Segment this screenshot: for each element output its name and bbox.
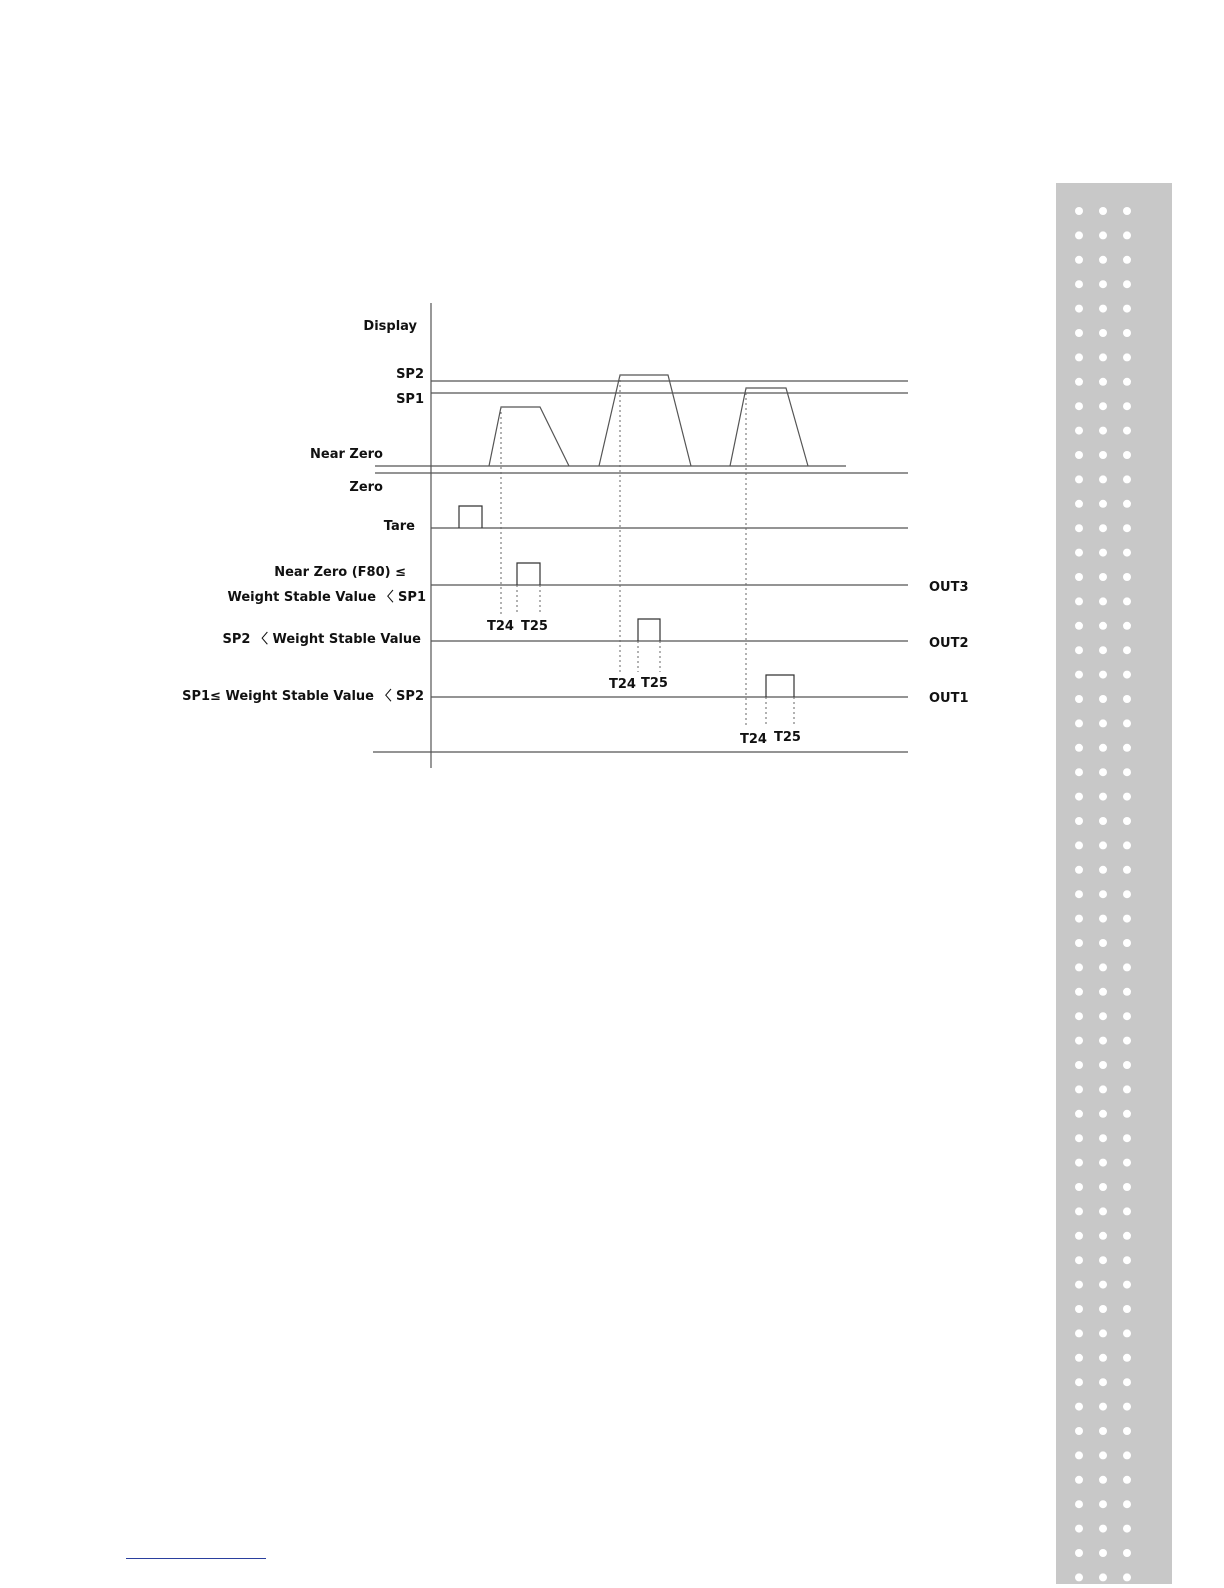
strip-dot	[1075, 963, 1083, 971]
strip-dot	[1099, 1500, 1107, 1508]
dot-pattern	[1056, 183, 1172, 1584]
strip-dot	[1075, 451, 1083, 459]
strip-dot	[1123, 280, 1131, 288]
strip-dot	[1099, 1232, 1107, 1240]
strip-dot	[1123, 1256, 1131, 1264]
strip-dot	[1099, 988, 1107, 996]
strip-dot	[1075, 1525, 1083, 1533]
t24-label-2: T24	[609, 677, 636, 692]
strip-dot	[1123, 427, 1131, 435]
strip-dot	[1075, 1549, 1083, 1557]
strip-dot	[1099, 1305, 1107, 1313]
strip-dot	[1099, 1354, 1107, 1362]
timing-diagram	[0, 0, 1050, 800]
strip-dot	[1099, 1573, 1107, 1581]
strip-dot	[1123, 451, 1131, 459]
axes	[373, 303, 908, 768]
out1-label: OUT1	[929, 691, 969, 706]
t24-label-3: T24	[740, 732, 767, 747]
strip-dot	[1075, 1476, 1083, 1484]
strip-dot	[1075, 671, 1083, 679]
strip-dot	[1123, 256, 1131, 264]
strip-dot	[1075, 427, 1083, 435]
strip-dot	[1123, 1281, 1131, 1289]
strip-dot	[1099, 280, 1107, 288]
strip-dot	[1123, 1232, 1131, 1240]
sp1-label: SP1	[396, 392, 424, 407]
strip-dot	[1075, 1500, 1083, 1508]
strip-dot	[1123, 1183, 1131, 1191]
strip-dot	[1075, 280, 1083, 288]
dotted-guides	[501, 375, 794, 727]
strip-dot	[1123, 1012, 1131, 1020]
side-dot-strip	[1056, 183, 1172, 1584]
strip-dot	[1075, 1134, 1083, 1142]
row-labels	[182, 319, 426, 704]
t25-label-1: T25	[521, 619, 548, 634]
strip-dot	[1099, 963, 1107, 971]
strip-dot	[1075, 1427, 1083, 1435]
strip-dot	[1123, 866, 1131, 874]
strip-dot	[1075, 329, 1083, 337]
strip-dot	[1099, 549, 1107, 557]
strip-dot	[1075, 402, 1083, 410]
strip-dot	[1075, 622, 1083, 630]
strip-dot	[1123, 963, 1131, 971]
timer-labels	[487, 619, 801, 747]
strip-dot	[1075, 1329, 1083, 1337]
tare-label: Tare	[383, 519, 415, 534]
strip-dot	[1099, 1329, 1107, 1337]
strip-dot	[1075, 524, 1083, 532]
strip-dot	[1099, 866, 1107, 874]
strip-dot	[1099, 573, 1107, 581]
strip-dot	[1123, 524, 1131, 532]
output-labels	[929, 580, 969, 706]
strip-dot	[1099, 1207, 1107, 1215]
strip-dot	[1099, 378, 1107, 386]
strip-dot	[1099, 1256, 1107, 1264]
strip-dot	[1099, 256, 1107, 264]
strip-dot	[1075, 744, 1083, 752]
strip-dot	[1099, 1085, 1107, 1093]
strip-dot	[1075, 1085, 1083, 1093]
strip-dot	[1123, 329, 1131, 337]
strip-dot	[1123, 1061, 1131, 1069]
near-zero-label: Near Zero	[310, 447, 383, 462]
strip-dot	[1123, 1451, 1131, 1459]
strip-dot	[1123, 1305, 1131, 1313]
strip-dot	[1099, 719, 1107, 727]
strip-dot	[1099, 427, 1107, 435]
strip-dot	[1123, 744, 1131, 752]
zero-label: Zero	[349, 480, 383, 495]
strip-dot	[1123, 719, 1131, 727]
strip-dot	[1075, 475, 1083, 483]
strip-dot	[1123, 817, 1131, 825]
strip-dot	[1123, 988, 1131, 996]
strip-dot	[1123, 646, 1131, 654]
strip-dot	[1075, 207, 1083, 215]
pulses	[459, 506, 794, 697]
strip-dot	[1099, 1525, 1107, 1533]
strip-dot	[1075, 646, 1083, 654]
strip-dot	[1123, 573, 1131, 581]
strip-dot	[1075, 597, 1083, 605]
strip-dot	[1099, 500, 1107, 508]
strip-dot	[1075, 1354, 1083, 1362]
sp2-label: SP2	[396, 367, 424, 382]
strip-dot	[1099, 231, 1107, 239]
strip-dot	[1123, 1159, 1131, 1167]
strip-dot	[1099, 622, 1107, 630]
strip-dot	[1075, 1403, 1083, 1411]
strip-dot	[1075, 695, 1083, 703]
strip-dot	[1075, 817, 1083, 825]
strip-dot	[1075, 378, 1083, 386]
strip-dot	[1099, 475, 1107, 483]
strip-dot	[1075, 1061, 1083, 1069]
strip-dot	[1075, 1183, 1083, 1191]
strip-dot	[1123, 1476, 1131, 1484]
strip-dot	[1075, 549, 1083, 557]
strip-dot	[1099, 329, 1107, 337]
strip-dot	[1123, 207, 1131, 215]
strip-dot	[1123, 793, 1131, 801]
strip-dot	[1099, 695, 1107, 703]
strip-dot	[1123, 890, 1131, 898]
strip-dot	[1123, 500, 1131, 508]
strip-dot	[1099, 1476, 1107, 1484]
strip-dot	[1099, 1159, 1107, 1167]
strip-dot	[1123, 1354, 1131, 1362]
out1-condition: SP1≤ Weight Stable Value 〈 SP2	[182, 689, 424, 704]
strip-dot	[1075, 256, 1083, 264]
strip-dot	[1099, 1061, 1107, 1069]
strip-dot	[1123, 1427, 1131, 1435]
strip-dot	[1123, 549, 1131, 557]
display-label: Display	[363, 319, 417, 334]
strip-dot	[1099, 353, 1107, 361]
strip-dot	[1075, 1256, 1083, 1264]
strip-dot	[1075, 573, 1083, 581]
page-footer-rule	[126, 1558, 266, 1559]
strip-dot	[1123, 915, 1131, 923]
strip-dot	[1123, 353, 1131, 361]
strip-dot	[1075, 1207, 1083, 1215]
strip-dot	[1075, 1110, 1083, 1118]
strip-dot	[1123, 768, 1131, 776]
strip-dot	[1099, 939, 1107, 947]
strip-dot	[1075, 915, 1083, 923]
strip-dot	[1123, 1549, 1131, 1557]
strip-dot	[1099, 646, 1107, 654]
strip-dot	[1123, 597, 1131, 605]
strip-dot	[1099, 841, 1107, 849]
out2-condition: SP2 〈 Weight Stable Value	[222, 632, 421, 647]
strip-dot	[1123, 1500, 1131, 1508]
strip-dot	[1123, 475, 1131, 483]
strip-dot	[1075, 500, 1083, 508]
strip-dot	[1099, 793, 1107, 801]
strip-dot	[1099, 890, 1107, 898]
strip-dot	[1075, 793, 1083, 801]
strip-dot	[1075, 768, 1083, 776]
tare-pulse	[459, 506, 482, 528]
t25-label-2: T25	[641, 676, 668, 691]
strip-dot	[1123, 1085, 1131, 1093]
out3-pulse	[517, 563, 540, 585]
strip-dot	[1099, 524, 1107, 532]
out3-condition-line2: Weight Stable Value 〈 SP1	[227, 590, 426, 605]
strip-dot	[1123, 622, 1131, 630]
strip-dot	[1123, 695, 1131, 703]
strip-dot	[1099, 671, 1107, 679]
out2-pulse	[638, 619, 660, 641]
weight-profile-2	[599, 375, 691, 466]
strip-dot	[1099, 744, 1107, 752]
strip-dot	[1099, 1183, 1107, 1191]
strip-dot	[1123, 939, 1131, 947]
strip-dot	[1123, 231, 1131, 239]
out1-pulse	[766, 675, 794, 697]
strip-dot	[1075, 841, 1083, 849]
strip-dot	[1099, 1110, 1107, 1118]
strip-dot	[1075, 305, 1083, 313]
weight-profiles	[489, 375, 808, 466]
strip-dot	[1075, 1159, 1083, 1167]
strip-dot	[1099, 915, 1107, 923]
strip-dot	[1075, 890, 1083, 898]
strip-dot	[1099, 207, 1107, 215]
strip-dot	[1123, 1037, 1131, 1045]
out3-label: OUT3	[929, 580, 969, 595]
strip-dot	[1075, 1281, 1083, 1289]
strip-dot	[1099, 1403, 1107, 1411]
strip-dot	[1123, 1329, 1131, 1337]
strip-dot	[1099, 402, 1107, 410]
strip-dot	[1123, 378, 1131, 386]
strip-dot	[1099, 817, 1107, 825]
strip-dot	[1075, 866, 1083, 874]
out3-condition-line1: Near Zero (F80) ≤	[274, 565, 406, 580]
strip-dot	[1099, 1037, 1107, 1045]
strip-dot	[1075, 1573, 1083, 1581]
strip-dot	[1099, 1378, 1107, 1386]
strip-dot	[1123, 841, 1131, 849]
strip-dot	[1123, 1403, 1131, 1411]
strip-dot	[1099, 451, 1107, 459]
strip-dot	[1075, 1378, 1083, 1386]
strip-dot	[1123, 1525, 1131, 1533]
strip-dot	[1075, 231, 1083, 239]
t25-label-3: T25	[774, 730, 801, 745]
out2-label: OUT2	[929, 636, 969, 651]
strip-dot	[1123, 1110, 1131, 1118]
weight-profile-3	[730, 388, 808, 466]
t24-label-1: T24	[487, 619, 514, 634]
strip-dot	[1123, 1134, 1131, 1142]
strip-dot	[1075, 1037, 1083, 1045]
strip-dot	[1099, 1012, 1107, 1020]
strip-dot	[1075, 1305, 1083, 1313]
strip-dot	[1099, 597, 1107, 605]
strip-dot	[1075, 719, 1083, 727]
strip-dot	[1123, 1573, 1131, 1581]
strip-dot	[1123, 305, 1131, 313]
strip-dot	[1075, 988, 1083, 996]
strip-dot	[1123, 1207, 1131, 1215]
strip-dot	[1075, 353, 1083, 361]
strip-dot	[1099, 1451, 1107, 1459]
strip-dot	[1075, 1232, 1083, 1240]
strip-dot	[1099, 1281, 1107, 1289]
strip-dot	[1123, 671, 1131, 679]
strip-dot	[1099, 305, 1107, 313]
strip-dot	[1075, 1012, 1083, 1020]
strip-dot	[1099, 768, 1107, 776]
strip-dot	[1099, 1427, 1107, 1435]
strip-dot	[1123, 1378, 1131, 1386]
strip-dot	[1075, 1451, 1083, 1459]
strip-dot	[1123, 402, 1131, 410]
strip-dot	[1099, 1134, 1107, 1142]
strip-dot	[1099, 1549, 1107, 1557]
strip-dot	[1075, 939, 1083, 947]
